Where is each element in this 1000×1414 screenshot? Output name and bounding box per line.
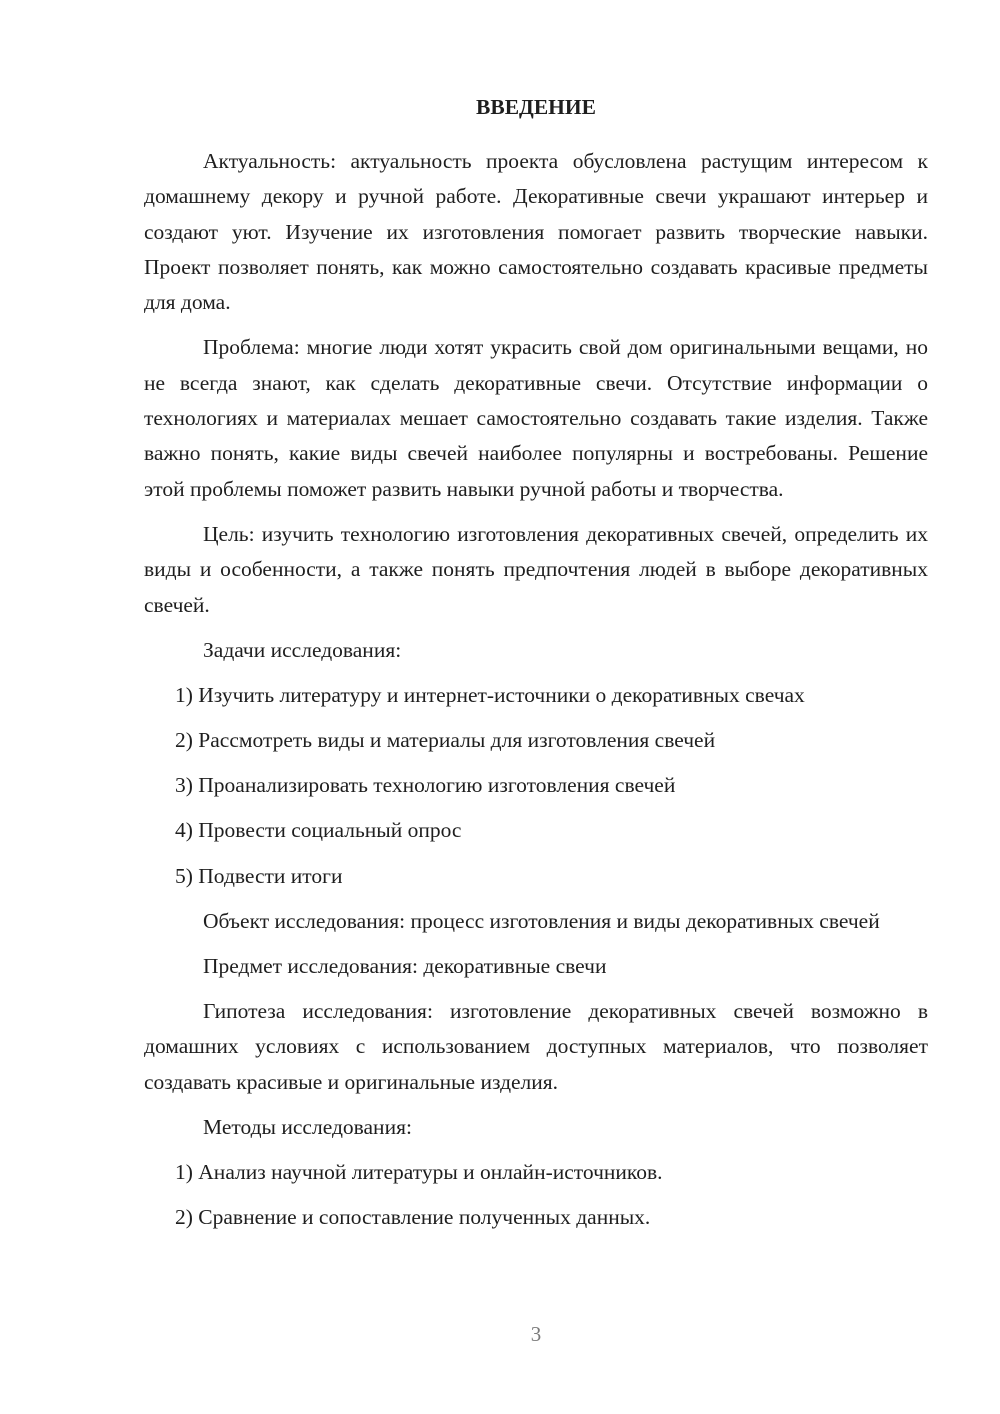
- tasks-list: [144, 678, 928, 894]
- methods-heading: Методы исследования:: [203, 1114, 412, 1139]
- relevance-paragraph: Актуальность: актуальность проекта обусловлена растущим интересом к домашнему декору и ручной работе. Декоративные свечи украшают интерьер и создают уют. Изучение их изготовления помогает развить творческие навыки. Проект позволяет понять, как можно самостоятельно создавать красивые предметы для дома.: [144, 149, 928, 315]
- methods-list: [144, 1155, 928, 1235]
- object-paragraph: Объект исследования: процесс изготовления и виды декоративных свечей: [203, 908, 880, 933]
- list-item: 4) Провести социальный опрос: [175, 818, 462, 843]
- section-title: ВВЕДЕНИЕ: [476, 95, 596, 119]
- list-item: 2) Рассмотреть виды и материалы для изготовления свечей: [175, 728, 716, 753]
- problem-paragraph: Проблема: многие люди хотят украсить свой дом оригинальными вещами, но не всегда знают, как сделать декоративные свечи. Отсутствие информации о технологиях и материалах мешает самостоятельно создавать такие изделия. Также важно понять, какие виды свечей наиболее популярны и востребованы. Решение этой проблемы поможет развить навыки ручной работы и творчества.: [144, 335, 928, 501]
- page-number: 3: [530, 1322, 542, 1346]
- hypothesis-paragraph: Гипотеза исследования: изготовление декоративных свечей возможно в домашних условиях с использованием доступных материалов, что позволяет создавать красивые и оригинальные изделия.: [144, 999, 928, 1094]
- list-item: 1) Изучить литературу и интернет-источники о декоративных свечах: [175, 682, 805, 707]
- document-page: [144, 90, 928, 1245]
- goal-paragraph: Цель: изучить технологию изготовления декоративных свечей, определить их виды и особенности, а также понять предпочтения людей в выборе декоративных свечей.: [144, 521, 928, 617]
- tasks-heading: Задачи исследования:: [203, 637, 402, 662]
- subject-paragraph: Предмет исследования: декоративные свечи: [203, 954, 607, 979]
- list-item: 1) Анализ научной литературы и онлайн-источников.: [175, 1159, 663, 1184]
- list-item: 5) Подвести итоги: [175, 863, 343, 888]
- list-item: 2) Сравнение и сопоставление полученных данных.: [175, 1205, 651, 1230]
- list-item: 3) Проанализировать технологию изготовления свечей: [175, 773, 676, 798]
